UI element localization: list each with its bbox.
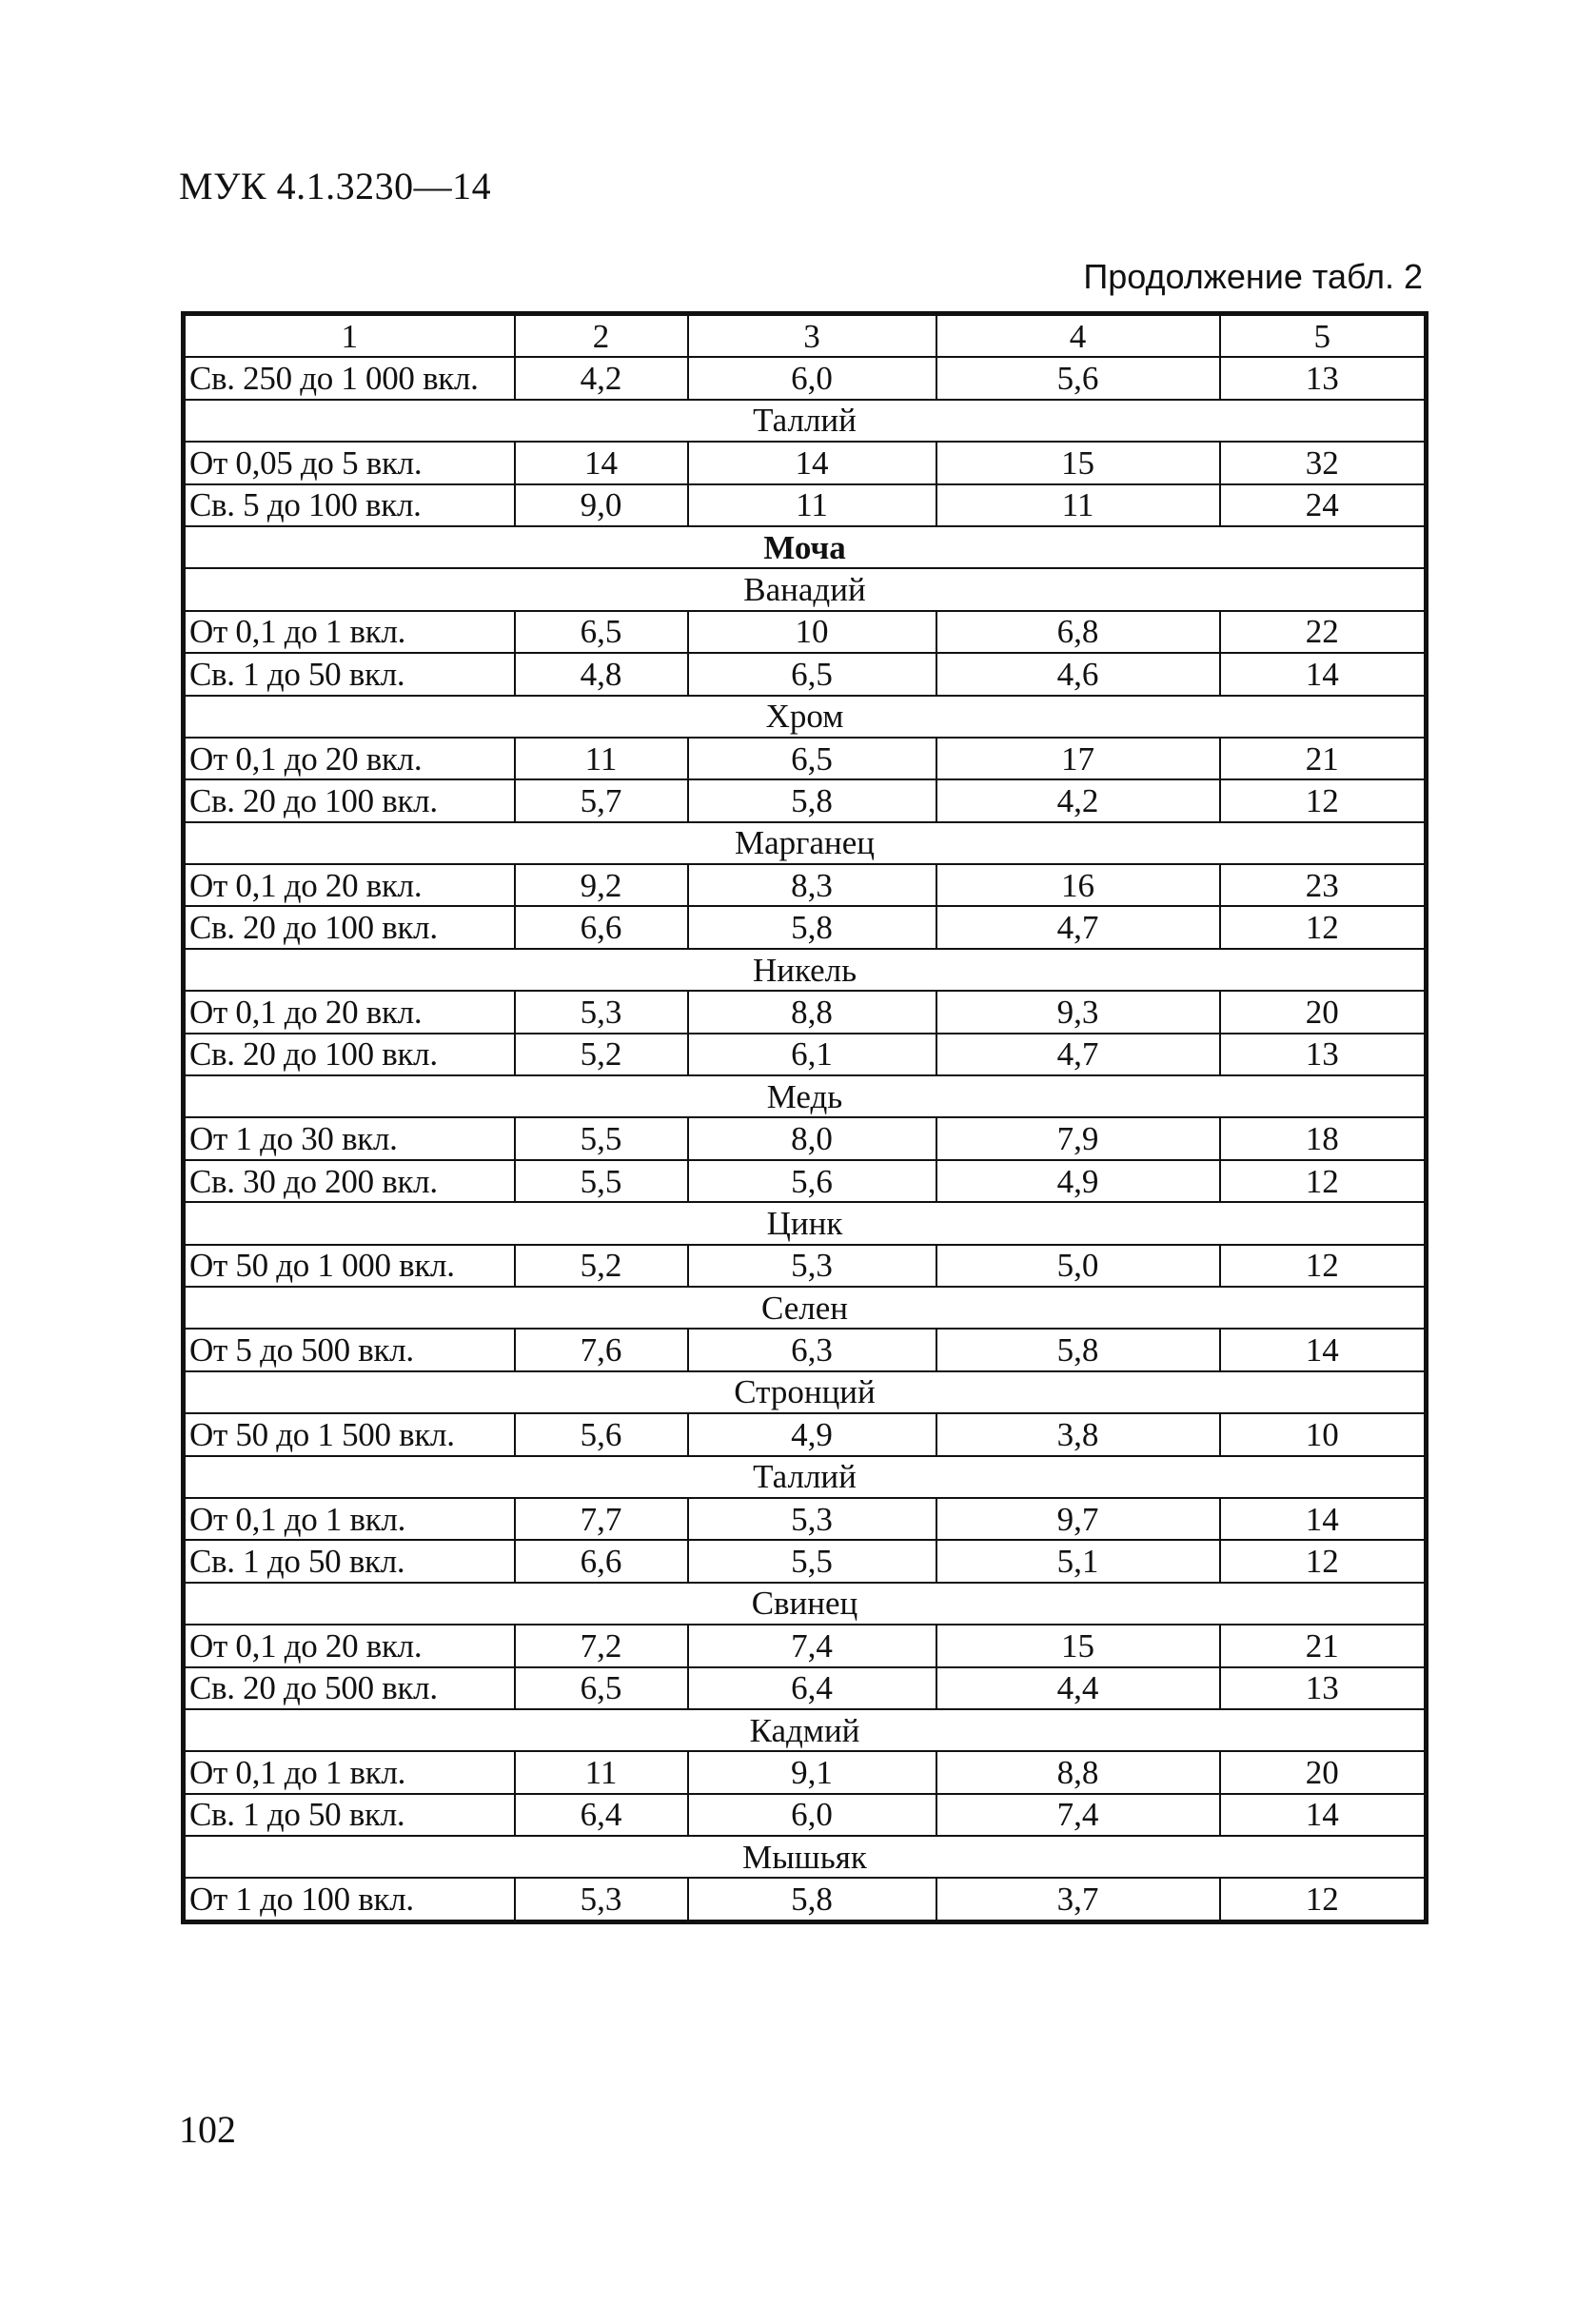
table-cell: 12 — [1220, 906, 1427, 948]
data-table — [181, 311, 1429, 1924]
concentration-range-cell: Св. 20 до 100 вкл. — [184, 1034, 515, 1075]
table-cell: 8,0 — [688, 1117, 936, 1159]
table-cell: 21 — [1220, 1625, 1427, 1666]
table-row — [184, 906, 1427, 948]
element-group-row — [184, 1836, 1427, 1878]
table-cell: 10 — [688, 611, 936, 653]
table-cell: 7,6 — [515, 1329, 688, 1370]
table-row — [184, 1794, 1427, 1836]
table-cell: 13 — [1220, 1034, 1427, 1075]
table-row — [184, 484, 1427, 526]
concentration-range-cell: От 5 до 500 вкл. — [184, 1329, 515, 1370]
table-row — [184, 1117, 1427, 1159]
table-cell: 5,8 — [688, 779, 936, 821]
table-cell: 5,0 — [936, 1245, 1220, 1287]
table-cell: 6,0 — [688, 1794, 936, 1836]
column-number: 3 — [688, 314, 936, 358]
table-row — [184, 991, 1427, 1033]
element-name: Цинк — [184, 1202, 1427, 1244]
table-cell: 5,3 — [515, 1878, 688, 1921]
table-cell: 6,6 — [515, 1540, 688, 1582]
table-cell: 9,3 — [936, 991, 1220, 1033]
element-group-row — [184, 1371, 1427, 1413]
element-name: Кадмий — [184, 1709, 1427, 1751]
concentration-range-cell: Св. 20 до 100 вкл. — [184, 779, 515, 821]
table-cell: 6,6 — [515, 906, 688, 948]
table-cell: 4,6 — [936, 653, 1220, 695]
table-cell: 8,8 — [936, 1751, 1220, 1793]
element-name: Таллий — [184, 400, 1427, 442]
element-group-row — [184, 1583, 1427, 1625]
table-cell: 14 — [1220, 1498, 1427, 1540]
concentration-range-cell: От 0,1 до 20 вкл. — [184, 991, 515, 1033]
element-group-row — [184, 696, 1427, 738]
table-row — [184, 779, 1427, 821]
table-cell: 5,8 — [936, 1329, 1220, 1370]
element-name: Хром — [184, 696, 1427, 738]
table-cell: 4,4 — [936, 1667, 1220, 1709]
table-row — [184, 1667, 1427, 1709]
table-cell: 5,2 — [515, 1034, 688, 1075]
table-cell: 11 — [936, 484, 1220, 526]
table-cell: 3,8 — [936, 1413, 1220, 1455]
element-name: Мышьяк — [184, 1836, 1427, 1878]
concentration-range-cell: Св. 20 до 500 вкл. — [184, 1667, 515, 1709]
table-cell: 12 — [1220, 1160, 1427, 1202]
concentration-range-cell: От 0,1 до 20 вкл. — [184, 864, 515, 906]
element-group-row — [184, 822, 1427, 864]
table-row — [184, 611, 1427, 653]
table-cell: 15 — [936, 1625, 1220, 1666]
table-cell: 6,5 — [515, 1667, 688, 1709]
element-group-row — [184, 1202, 1427, 1244]
table-cell: 12 — [1220, 1540, 1427, 1582]
table-cell: 17 — [936, 738, 1220, 779]
table-cell: 6,3 — [688, 1329, 936, 1370]
table-cell: 7,9 — [936, 1117, 1220, 1159]
concentration-range-cell: Св. 30 до 200 вкл. — [184, 1160, 515, 1202]
table-row — [184, 1413, 1427, 1455]
table-cell: 15 — [936, 442, 1220, 483]
table-cell: 4,9 — [936, 1160, 1220, 1202]
table-cell: 9,2 — [515, 864, 688, 906]
table-row — [184, 738, 1427, 779]
table-cell: 4,2 — [515, 357, 688, 399]
table-cell: 22 — [1220, 611, 1427, 653]
table-cell: 5,5 — [515, 1117, 688, 1159]
table-cell: 6,5 — [688, 653, 936, 695]
element-name: Марганец — [184, 822, 1427, 864]
table-row — [184, 864, 1427, 906]
concentration-range-cell: От 1 до 30 вкл. — [184, 1117, 515, 1159]
table-row — [184, 1498, 1427, 1540]
table-cell: 6,5 — [515, 611, 688, 653]
table-cell: 11 — [515, 738, 688, 779]
table-cell: 6,1 — [688, 1034, 936, 1075]
table-cell: 4,8 — [515, 653, 688, 695]
table-cell: 7,7 — [515, 1498, 688, 1540]
element-name: Селен — [184, 1287, 1427, 1329]
table-cell: 32 — [1220, 442, 1427, 483]
table-cell: 14 — [1220, 1794, 1427, 1836]
table-cell: 14 — [1220, 653, 1427, 695]
table-cell: 6,8 — [936, 611, 1220, 653]
table-cell: 7,4 — [688, 1625, 936, 1666]
table-cell: 10 — [1220, 1413, 1427, 1455]
table-cell: 4,7 — [936, 906, 1220, 948]
concentration-range-cell: Св. 5 до 100 вкл. — [184, 484, 515, 526]
element-group-row — [184, 949, 1427, 991]
concentration-range-cell: Св. 1 до 50 вкл. — [184, 1794, 515, 1836]
table-row — [184, 1160, 1427, 1202]
concentration-range-cell: Св. 20 до 100 вкл. — [184, 906, 515, 948]
table-cell: 24 — [1220, 484, 1427, 526]
table-caption: Продолжение табл. 2 — [1083, 257, 1423, 296]
element-name: Свинец — [184, 1583, 1427, 1625]
table-cell: 12 — [1220, 1878, 1427, 1921]
concentration-range-cell: Св. 1 до 50 вкл. — [184, 653, 515, 695]
table-cell: 5,6 — [936, 357, 1220, 399]
column-number: 1 — [184, 314, 515, 358]
section-row — [184, 526, 1427, 568]
table-cell: 5,3 — [515, 991, 688, 1033]
concentration-range-cell: От 0,1 до 1 вкл. — [184, 611, 515, 653]
table-cell: 5,8 — [688, 1878, 936, 1921]
table-cell: 11 — [515, 1751, 688, 1793]
table-cell: 8,3 — [688, 864, 936, 906]
table-cell: 14 — [515, 442, 688, 483]
concentration-range-cell: Св. 1 до 50 вкл. — [184, 1540, 515, 1582]
table-body — [184, 314, 1427, 1922]
table-cell: 5,6 — [515, 1413, 688, 1455]
table-row — [184, 357, 1427, 399]
table-cell: 9,1 — [688, 1751, 936, 1793]
table-cell: 13 — [1220, 357, 1427, 399]
table-cell: 9,7 — [936, 1498, 1220, 1540]
table-cell: 5,5 — [515, 1160, 688, 1202]
table-cell: 6,5 — [688, 738, 936, 779]
table-row — [184, 442, 1427, 483]
table-cell: 5,5 — [688, 1540, 936, 1582]
table-cell: 20 — [1220, 991, 1427, 1033]
table-cell: 12 — [1220, 1245, 1427, 1287]
concentration-range-cell: От 0,05 до 5 вкл. — [184, 442, 515, 483]
table-cell: 7,4 — [936, 1794, 1220, 1836]
table-cell: 16 — [936, 864, 1220, 906]
table-cell: 6,0 — [688, 357, 936, 399]
table-cell: 6,4 — [515, 1794, 688, 1836]
table-row — [184, 1245, 1427, 1287]
table-row — [184, 1329, 1427, 1370]
concentration-range-cell: Св. 250 до 1 000 вкл. — [184, 357, 515, 399]
table-cell: 14 — [688, 442, 936, 483]
table-cell: 5,2 — [515, 1245, 688, 1287]
column-number-row — [184, 314, 1427, 358]
table-cell: 3,7 — [936, 1878, 1220, 1921]
table-cell: 4,9 — [688, 1413, 936, 1455]
table-row — [184, 1540, 1427, 1582]
page-number: 102 — [179, 2108, 236, 2151]
table-cell: 6,4 — [688, 1667, 936, 1709]
table-cell: 5,1 — [936, 1540, 1220, 1582]
element-group-row — [184, 1456, 1427, 1498]
table-cell: 13 — [1220, 1667, 1427, 1709]
column-number: 4 — [936, 314, 1220, 358]
table-cell: 5,7 — [515, 779, 688, 821]
table-cell: 5,8 — [688, 906, 936, 948]
concentration-range-cell: От 0,1 до 1 вкл. — [184, 1498, 515, 1540]
element-group-row — [184, 400, 1427, 442]
table-row — [184, 1751, 1427, 1793]
section-label: Моча — [184, 526, 1427, 568]
concentration-range-cell: От 50 до 1 000 вкл. — [184, 1245, 515, 1287]
table-cell: 7,2 — [515, 1625, 688, 1666]
concentration-range-cell: От 0,1 до 20 вкл. — [184, 1625, 515, 1666]
table-cell: 4,7 — [936, 1034, 1220, 1075]
column-number: 5 — [1220, 314, 1427, 358]
table-row — [184, 1878, 1427, 1921]
element-name: Ванадий — [184, 568, 1427, 610]
concentration-range-cell: От 0,1 до 20 вкл. — [184, 738, 515, 779]
element-group-row — [184, 1075, 1427, 1117]
table-cell: 20 — [1220, 1751, 1427, 1793]
table-cell: 5,3 — [688, 1245, 936, 1287]
table-cell: 12 — [1220, 779, 1427, 821]
table-row — [184, 653, 1427, 695]
table-cell: 5,3 — [688, 1498, 936, 1540]
table-cell: 14 — [1220, 1329, 1427, 1370]
table-row — [184, 1625, 1427, 1666]
table-cell: 18 — [1220, 1117, 1427, 1159]
element-name: Стронций — [184, 1371, 1427, 1413]
table-cell: 23 — [1220, 864, 1427, 906]
column-number: 2 — [515, 314, 688, 358]
concentration-range-cell: От 50 до 1 500 вкл. — [184, 1413, 515, 1455]
element-name: Медь — [184, 1075, 1427, 1117]
element-name: Никель — [184, 949, 1427, 991]
concentration-range-cell: От 1 до 100 вкл. — [184, 1878, 515, 1921]
table-cell: 9,0 — [515, 484, 688, 526]
table-cell: 11 — [688, 484, 936, 526]
element-group-row — [184, 1709, 1427, 1751]
table-row — [184, 1034, 1427, 1075]
table-cell: 5,6 — [688, 1160, 936, 1202]
table-cell: 21 — [1220, 738, 1427, 779]
element-group-row — [184, 1287, 1427, 1329]
concentration-range-cell: От 0,1 до 1 вкл. — [184, 1751, 515, 1793]
table-cell: 8,8 — [688, 991, 936, 1033]
document-code: МУК 4.1.3230—14 — [179, 165, 492, 207]
table-cell: 4,2 — [936, 779, 1220, 821]
element-name: Таллий — [184, 1456, 1427, 1498]
element-group-row — [184, 568, 1427, 610]
